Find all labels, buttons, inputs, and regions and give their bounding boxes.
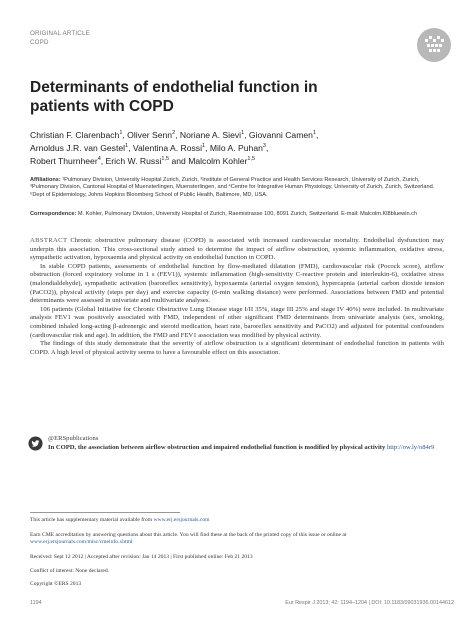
correspondence <box>30 211 445 218</box>
twitter-handle: @ERSpublications <box>48 435 99 442</box>
tweet-link[interactable]: http://ow.ly/o84r9 <box>386 443 435 451</box>
author-affiliation-marker: 1 <box>312 130 316 136</box>
author-affiliation-marker: 1,5 <box>161 155 170 162</box>
author-name: Robert Thurnheer <box>30 155 98 166</box>
author-name: Oliver Senn <box>127 129 173 140</box>
supplementary-text: This article has supplementary material available from <box>30 517 154 523</box>
abstract-paragraph-4: The findings of this study demonstrate that the severity of airflow obstruction is a significant determinant of endothelial function in patients with COPD. A high level of physical activity seems to have a favourable effect on this association. <box>30 340 444 356</box>
author-affiliation-marker: 1 <box>241 130 245 136</box>
author-name: Noriane A. Sievi <box>179 129 242 140</box>
page-number: 1194 <box>30 600 42 606</box>
supplementary-note <box>30 517 444 524</box>
ers-logo-icon <box>416 27 452 63</box>
author-list: Christian F. Clarenbach$^1$, Oliver Senn$^2$, Noriane A. Sievi$^1$, Giovanni Camen$^1$, Arnoldus J.R. van Gestel$^1$, Valentina A. Rossi$^1$, Milo A. Puhan$^3$, Robert Thurnheer$^4$, Erich W. Russi$^{1,5}$ and Malcolm Kohler$^{1,5}$ <box>30 129 319 166</box>
author-affiliation-marker: 1,5 <box>247 155 256 162</box>
supplementary-link[interactable]: www.erj.ersjournals.com <box>153 517 210 523</box>
abstract-paragraph-2: In stable COPD patients, assessments of endothelial function by flow-mediated dilatation (FMD), cardiovascular risk (Pocock score), airflow obstruction (forced expiratory volume in 1 s (FEV1)), systemic inflammation (high-sensitivity C-reactive protein and interleukin-6), oxidative stress (malondialdehyde), sympathetic activation (baroreflex sensitivity), hypoxaemia (arterial oxygen tension), hypercapnia (arterial carbon dioxide tension (PaCO2)), physical activity (steps per day) and exercise capacity (6-min walking distance) were performed. Associations between FMD and potential determinants were assessed in univariate and multivariate analyses. <box>30 262 444 305</box>
cme-link[interactable]: www.erj.ersjournals.com/misc/cmeinfo.xhtml <box>30 539 133 546</box>
author-name: Malcolm Kohler <box>188 155 248 166</box>
author-name: Giovanni Camen <box>248 129 313 140</box>
correspondence-text: M. Kohler, Pulmonary Division, University Hospital of Zurich, Raemistrasse 100, 8091 Zurich, Switzerland. E-mail: Malcolm.Kl8bluewin.ch <box>76 211 418 217</box>
author-affiliation-marker: 2 <box>172 130 176 136</box>
author-name: Valentina A. Rossi <box>132 142 203 153</box>
article-title: Determinants of endothelial function in patients with COPD <box>30 79 318 115</box>
affiliations-label: Affiliations: <box>30 177 61 183</box>
abstract-paragraph-1: Chronic obstructive pulmonary disease (COPD) is associated with increased cardiovascular mortality. Endothelial dysfunction may underpin this association. This cross-sectional study aimed to determine the impact of airflow obstruction, systemic inflammation, oxidative stress, sympathetic activation, hypoxaemia and physical activity on endothelial function in COPD. <box>30 237 444 262</box>
author-affiliation-marker: 4 <box>97 155 101 162</box>
tweetable-abstract <box>48 435 443 452</box>
article-category: COPD <box>30 38 49 46</box>
author-affiliation-marker: 3 <box>262 142 266 149</box>
author-affiliation-marker: 1 <box>202 142 206 149</box>
author-name: Christian F. Clarenbach <box>30 129 120 140</box>
copyright-note: Copyright ©ERS 2013 <box>30 581 82 587</box>
footnote-rule <box>30 512 180 513</box>
article-type: ORIGINAL ARTICLE <box>30 30 90 37</box>
dates-note: Received: Sept 12 2012 | Accepted after revision: Jan 14 2013 | First published online: Feb 21 2013 <box>30 554 253 560</box>
affiliations <box>30 177 445 199</box>
tweet-text: In COPD, the association between airflow obstruction and impaired endothelial function is modified by physical activity <box>48 443 386 451</box>
page-footer <box>30 600 454 608</box>
author-name: Milo A. Puhan <box>209 142 263 153</box>
author-name: Arnoldus J.R. van Gestel <box>30 142 126 153</box>
cme-note <box>30 532 444 546</box>
correspondence-label: Correspondence: <box>30 211 77 217</box>
abstract <box>30 237 444 357</box>
article-kicker <box>30 30 90 47</box>
abstract-paragraph-3: 106 patients (Global Initiative for Chronic Obstructive Lung Disease stage I/II 35%, stage III 25% and stage IV 40%) were included. In multivariate analysis FEV1 was positively associated with FMD, independent of other significant FMD determinants from univariate analysis (sex, smoking, combined inhaled long-acting β-adrenergic and steroid medication, heart rate, baroreflex sensitivity and PaCO2) and adjusted for potential confounders (cardiovascular risk and age). In addition, the FMD and FEV1 association was modified by physical activity. <box>30 305 444 339</box>
abstract-label: ABSTRACT <box>30 237 68 244</box>
affiliations-text: ¹Pulmonary Division, University Hospital Zurich, Zurich, ²Institute of General Practice and Health Services Research, University of Zurich, Zurich, ³Pulmonary Division, Cantonal Hospital of Muensterlingen, Muensterlingen, and ⁴Centre for Integrative Human Physiology, University of Zurich, Zurich, Switzerland. ⁵Dept of Epidemiology, Johns Hopkins Bloomberg School of Public Health, Baltimore, MD, USA. <box>30 177 435 198</box>
author-affiliation-marker: 1 <box>119 130 123 136</box>
author-name: Erich W. Russi <box>105 155 162 166</box>
cme-text: Earn CME accreditation by answering questions about this article. You will find these at the back of the printed copy of this issue or online at <box>30 532 347 538</box>
journal-citation: Eur Respir J 2013; 42: 1194–1204 | DOI: 10.1183/09031936.00144612 <box>285 600 454 606</box>
twitter-icon <box>28 436 43 451</box>
conflict-note: Conflict of interest: None declared. <box>30 568 110 574</box>
author-affiliation-marker: 1 <box>125 142 129 149</box>
